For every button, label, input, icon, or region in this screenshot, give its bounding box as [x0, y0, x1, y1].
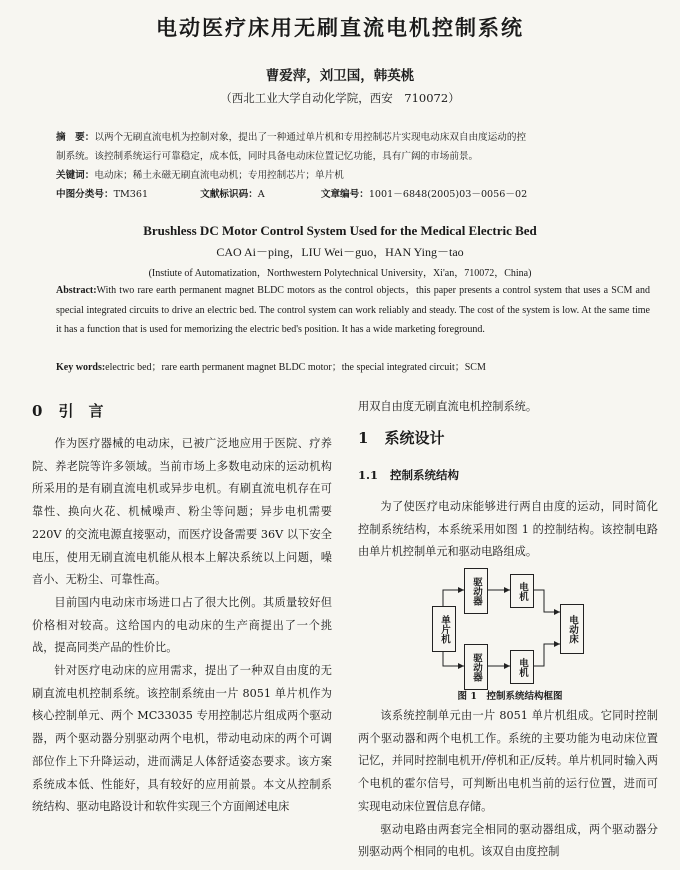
- driver-bottom-box: 驱动器: [464, 644, 488, 690]
- authors-cn: 曹爱萍，刘卫国，韩英桃: [265, 68, 415, 84]
- section-1-1-title: 控制系统结构: [390, 468, 460, 482]
- keywords-cn-label: 关键词：: [56, 170, 95, 181]
- article-no-value: 1001－6848(2005)03－0056－02: [368, 189, 528, 200]
- clc-label: 中图分类号：: [56, 189, 114, 200]
- figure-1-diagram: [420, 576, 590, 682]
- classification-line: [56, 185, 646, 204]
- section-1-heading: [358, 427, 444, 448]
- connector-motor-bed-top: [532, 590, 560, 612]
- clc-value: TM361: [113, 189, 149, 200]
- motor-top-box: 电机: [510, 574, 534, 608]
- affiliation-cn: （西北工业大学自动化学院，西安 710072）: [220, 91, 460, 105]
- section-0-number: 0: [32, 402, 43, 420]
- abstract-en-label: Abstract:: [56, 285, 97, 296]
- right-top-line-text: 用双自由度无刷直流电机控制系统。: [358, 400, 538, 413]
- authors-en: CAO Ai－ping，LIU Wei－guo，HAN Ying－tao: [216, 245, 464, 259]
- driver-top-box: 驱动器: [464, 568, 488, 614]
- right-column-lower: [358, 705, 658, 864]
- right-paragraph-3: 驱动电路由两套完全相同的驱动器组成，两个驱动器分别驱动两个相同的电机。该双自由度控制: [358, 822, 658, 859]
- right-paragraph-2: 该系统控制单元由一片 8051 单片机组成。它同时控制两个驱动器和两个电机工作。系统的主要功能为电动床位置记忆，并同时控制电机开/停机和正/反转。单片机同时输入两个电机的霍尔信号，可判断出电机当前的运行位置，进而可实现电动床位置信息存储。: [358, 709, 658, 813]
- section-1-number: 1: [358, 429, 369, 447]
- abstract-cn-label: 摘 要：: [56, 132, 95, 143]
- mcu-box: 单片机: [432, 606, 456, 652]
- abstract-cn: [56, 128, 646, 204]
- left-paragraph-3: 针对医疗电动床的应用需求，提出了一种双自由度的无刷直流电机控制系统。该控制系统由一片 8051 单片机作为核心控制单元、两个 MC33035 专用控制芯片组成两个驱动器，两个驱动器分别驱动两个电机，带动电动床的两个可调部位作上下升降运动，进而满足人体舒适姿态要求。该方案系统成本低、性能好，具有较好的应用前景。本文从控制系统结构、驱动电路设计和软件实现三个方面阐述电床: [32, 664, 332, 814]
- connector-mcu-driver-top: [443, 590, 464, 606]
- section-1-title: 系统设计: [384, 429, 445, 447]
- section-0-title: 引 言: [58, 402, 104, 420]
- abstract-cn-line2: 制系统。该控制系统运行可靠稳定，成本低，同时具备电动床位置记忆功能，具有广阔的市场前景。: [56, 151, 479, 162]
- article-no-label: 文章编号：: [320, 189, 369, 200]
- left-column: [32, 433, 332, 819]
- right-paragraph-1-text: 为了使医疗电动床能够进行两自由度的运动，同时简化控制系统结构，本系统采用如图 1 的控制结构。该控制电路由单片机控制单元和驱动电路组成。: [358, 500, 658, 559]
- motor-bottom-box: 电机: [510, 650, 534, 684]
- left-paragraph-2: 目前国内电动床市场进口占了很大比例。其质量较好但价格相对较高。这给国内的电动床的生产商提出了一个挑战，提高同类产品的性价比。: [32, 595, 332, 655]
- connector-mcu-driver-bottom: [443, 650, 464, 666]
- abstract-cn-line1: 以两个无刷直流电机为控制对象，提出了一种通过单片机和专用控制芯片实现电动床双自由度运动的控: [94, 132, 527, 143]
- left-paragraph-1: 作为医疗器械的电动床，已被广泛地应用于医院、疗养院、养老院等许多领域。当前市场上多数电动床的运动机构所采用的是有刷直流电机或异步电机。有刷直流电机存在可靠性、换向火花、机械噪声、粉尘等问题；异步电机需要 220V 的交流电源直接驱动，而医疗设备需要 36V 以下安全电压，使用无刷直流电机能从根本上解决系统以上问题，噪音小、无粉尘、可靠性高。: [32, 437, 332, 587]
- keywords-en: [56, 358, 650, 373]
- paper-title-en: Brushless DC Motor Control System Used for the Medical Electric Bed: [143, 223, 537, 238]
- section-1-1-number: 1.1: [358, 468, 379, 482]
- affiliation-en: (Instiute of Automatization，Northwestern Polytechnical University，Xi'an，710072，China): [148, 268, 532, 279]
- abstract-en: [56, 281, 650, 340]
- doc-code-label: 文献标识码：: [200, 189, 258, 200]
- keywords-en-text: electric bed；rare earth permanent magnet BLDC motor；the special integrated circuit；SCM: [105, 362, 486, 373]
- figure-1-caption: 图 1 控制系统结构框图: [457, 691, 563, 702]
- paper-title-cn: 电动医疗床用无刷直流电机控制系统: [156, 15, 524, 40]
- keywords-en-label: Key words:: [56, 362, 106, 373]
- electric-bed-box: 电动床: [560, 604, 584, 654]
- keywords-cn-text: 电动床；稀土永磁无刷直流电动机；专用控制芯片；单片机: [94, 170, 344, 181]
- connector-motor-bed-bottom: [532, 644, 560, 666]
- abstract-en-text: With two rare earth permanent magnet BLDC motors as the control objects，this paper presents a control system that uses a SCM and special integrated circuits to drive an electric bed. The control system can work reliably and steady. The cost of the system is low. At the same time it has a function that is used for memorizing the electric bed's position. It has a wide marketing foreground.: [56, 285, 650, 335]
- right-paragraph-1: [358, 496, 658, 564]
- right-top-line: [358, 396, 658, 419]
- section-0-heading: [32, 400, 103, 421]
- section-1-1-heading: [358, 467, 459, 483]
- doc-code-value: A: [257, 189, 265, 200]
